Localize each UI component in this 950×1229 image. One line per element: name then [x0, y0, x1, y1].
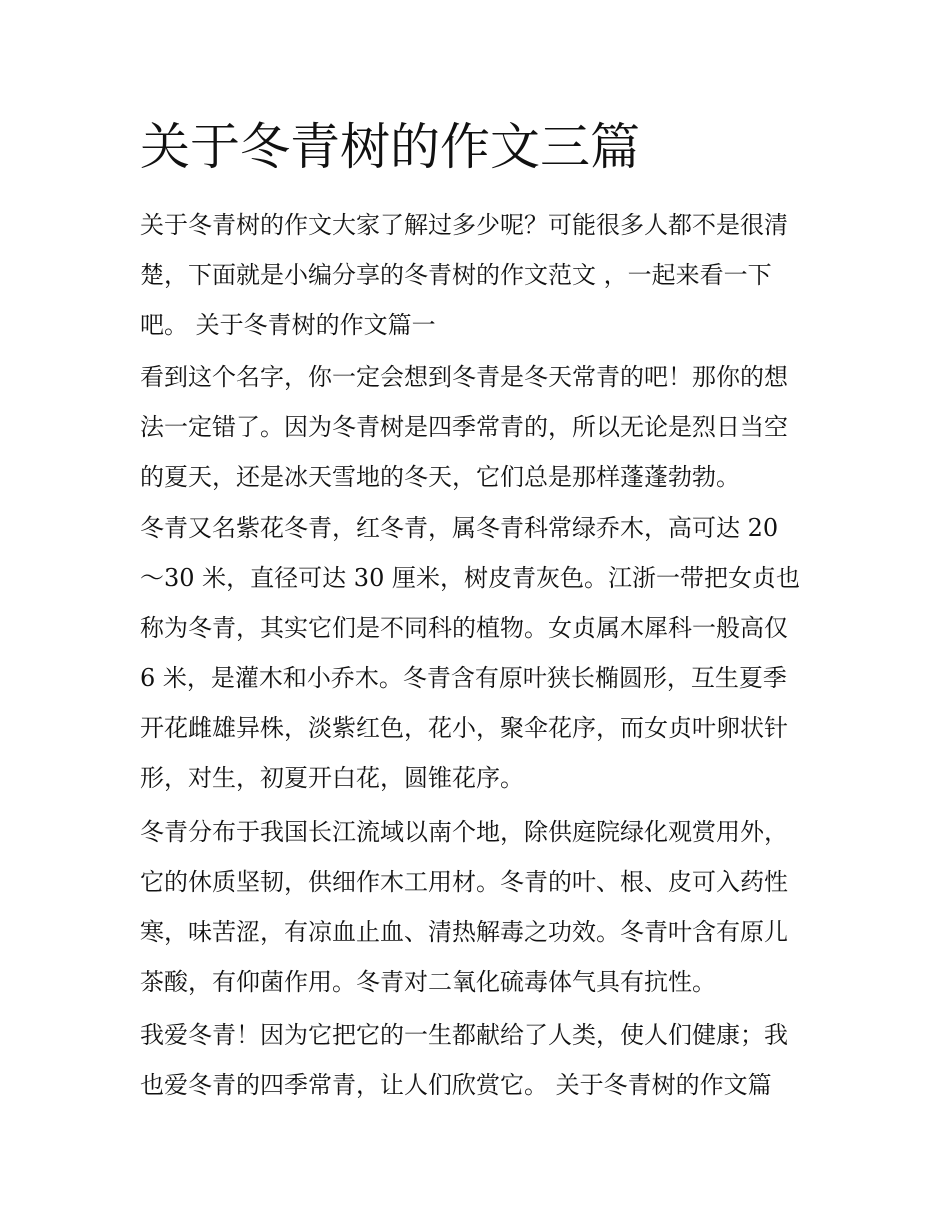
paragraph-intro — [140, 200, 820, 350]
paragraph-line: 楚，下面就是小编分享的冬青树的作文范文 ，一起来看一下 — [140, 261, 772, 289]
document-title: 关于冬青树的作文三篇 — [140, 118, 640, 176]
paragraph-line: 吧。 关于冬青树的作文篇一 — [140, 311, 436, 339]
paragraph-line: 寒，味苦涩，有凉血止血、清热解毒之功效。冬青叶含有原儿 — [140, 918, 788, 946]
paragraph-line: 的夏天，还是冰天雪地的冬天，它们总是那样蓬蓬勃勃。 — [140, 463, 740, 491]
paragraph-line: 关于冬青树的作文大家了解过多少呢？可能很多人都不是很清 — [140, 211, 788, 239]
paragraph-name — [140, 352, 820, 502]
paragraph-line: 冬青分布于我国长江流域以南个地，除供庭院绿化观赏用外， — [140, 818, 788, 846]
paragraph-line: 形，对生，初夏开白花，圆锥花序。 — [140, 764, 524, 792]
paragraph-line: 开花雌雄异株，淡紫红色，花小，聚伞花序，而女贞叶卵状针 — [140, 714, 788, 742]
paragraph-conclusion — [140, 1010, 820, 1110]
paragraph-description — [140, 503, 820, 803]
paragraph-line: 我爱冬青！因为它把它的一生都献给了人类，使人们健康；我 — [140, 1021, 788, 1049]
paragraph-line: 看到这个名字，你一定会想到冬青是冬天常青的吧！那你的想 — [140, 363, 788, 391]
paragraph-line: ～30 米，直径可达 30 厘米，树皮青灰色。江浙一带把女贞也 — [140, 564, 800, 592]
paragraph-line: 冬青又名紫花冬青，红冬青，属冬青科常绿乔木，高可达 20 — [140, 514, 779, 542]
paragraph-line: 也爱冬青的四季常青，让人们欣赏它。 关于冬青树的作文篇 — [140, 1071, 772, 1099]
paragraph-line: 称为冬青，其实它们是不同科的植物。女贞属木犀科一般高仅 — [140, 614, 788, 642]
paragraph-line: 6 米，是灌木和小乔木。冬青含有原叶狭长椭圆形，互生夏季 — [140, 664, 787, 692]
paragraph-line: 它的休质坚韧，供细作木工用材。冬青的叶、根、皮可入药性 — [140, 868, 788, 896]
paragraph-line: 茶酸，有仰菌作用。冬青对二氧化硫毒体气具有抗性。 — [140, 968, 716, 996]
paragraph-distribution — [140, 807, 820, 1007]
paragraph-line: 法一定错了。因为冬青树是四季常青的，所以无论是烈日当空 — [140, 413, 788, 441]
